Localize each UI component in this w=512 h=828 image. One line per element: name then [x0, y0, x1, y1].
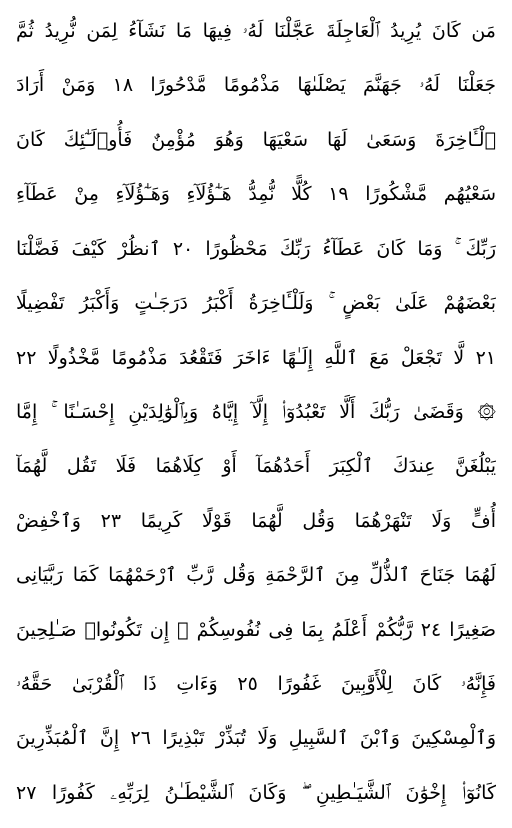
text-line-3: ٱلْـَٔاخِرَةَ وَسَعَىٰ لَهَا سَعْيَهَا وَهُوَ مُؤْمِنٌ فَأُو۟لَـٰٓئِكَ كَانَ — [16, 128, 496, 151]
text-line-8: ۞ وَقَضَىٰ رَبُّكَ أَلَّا تَعْبُدُوٓا۟ إِلَّآ إِيَّاهُ وَبِٱلْوَٰلِدَيْنِ إِحْسَـٰنًا ۚ إِمَّا — [16, 400, 496, 423]
text-line-6: بَعْضَهُمْ عَلَىٰ بَعْضٍ ۚ وَلَلْـَٔاخِرَةُ أَكْبَرُ دَرَجَـٰتٍ وَأَكْبَرُ تَفْضِيلًا — [16, 292, 496, 315]
text-line-13: فَإِنَّهُۥ كَانَ لِلْأَوَّٰبِينَ غَفُورًا ٢٥ وَءَاتِ ذَا ٱلْقُرْبَىٰ حَقَّهُۥ — [16, 673, 496, 696]
text-line-12: صَغِيرًا ٢٤ رَّبُّكُمْ أَعْلَمُ بِمَا فِى نُفُوسِكُمْ ۚ إِن تَكُونُوا۟ صَـٰلِحِينَ — [16, 618, 496, 641]
text-line-4: سَعْيُهُم مَّشْكُورًا ١٩ كُلًّا نُّمِدُّ هَـٰٓؤُلَآءِ وَهَـٰٓؤُلَآءِ مِنْ عَطَآءِ — [16, 183, 496, 206]
text-line-1: مَن كَانَ يُرِيدُ ٱلْعَاجِلَةَ عَجَّلْنَا لَهُۥ فِيهَا مَا نَشَآءُ لِمَن نُّرِيدُ ثُمَّ — [16, 20, 496, 42]
text-line-11: لَهُمَا جَنَاحَ ٱلذُّلِّ مِنَ ٱلرَّحْمَةِ وَقُل رَّبِّ ٱرْحَمْهُمَا كَمَا رَبَّيَانِى — [16, 564, 496, 587]
text-line-2: جَعَلْنَا لَهُۥ جَهَنَّمَ يَصْلَىٰهَا مَذْمُومًا مَّدْحُورًا ١٨ وَمَنْ أَرَادَ — [16, 74, 496, 97]
text-line-7: ٢١ لَّا تَجْعَلْ مَعَ ٱللَّهِ إِلَـٰهًا ءَاخَرَ فَتَقْعُدَ مَذْمُومًا مَّخْذُولًا ٢٢ — [16, 346, 496, 369]
text-line-9: يَبْلُغَنَّ عِندَكَ ٱلْكِبَرَ أَحَدُهُمَآ أَوْ كِلَاهُمَا فَلَا تَقُل لَّهُمَآ — [16, 455, 496, 478]
text-line-15: كَانُوٓا۟ إِخْوَٰنَ ٱلشَّيَـٰطِينِ ۖ وَكَانَ ٱلشَّيْطَـٰنُ لِرَبِّهِۦ كَفُورًا ٢٧ — [16, 781, 496, 804]
text-line-14: وَٱلْمِسْكِينَ وَٱبْنَ ٱلسَّبِيلِ وَلَا تُبَذِّرْ تَبْذِيرًا ٢٦ إِنَّ ٱلْمُبَذِّرِينَ — [16, 727, 496, 750]
text-line-5: رَبِّكَ ۚ وَمَا كَانَ عَطَآءُ رَبِّكَ مَحْظُورًا ٢٠ ٱنظُرْ كَيْفَ فَضَّلْنَا — [16, 237, 496, 260]
text-line-10: أُفٍّ وَلَا تَنْهَرْهُمَا وَقُل لَّهُمَا قَوْلًا كَرِيمًا ٢٣ وَٱخْفِضْ — [16, 509, 496, 532]
